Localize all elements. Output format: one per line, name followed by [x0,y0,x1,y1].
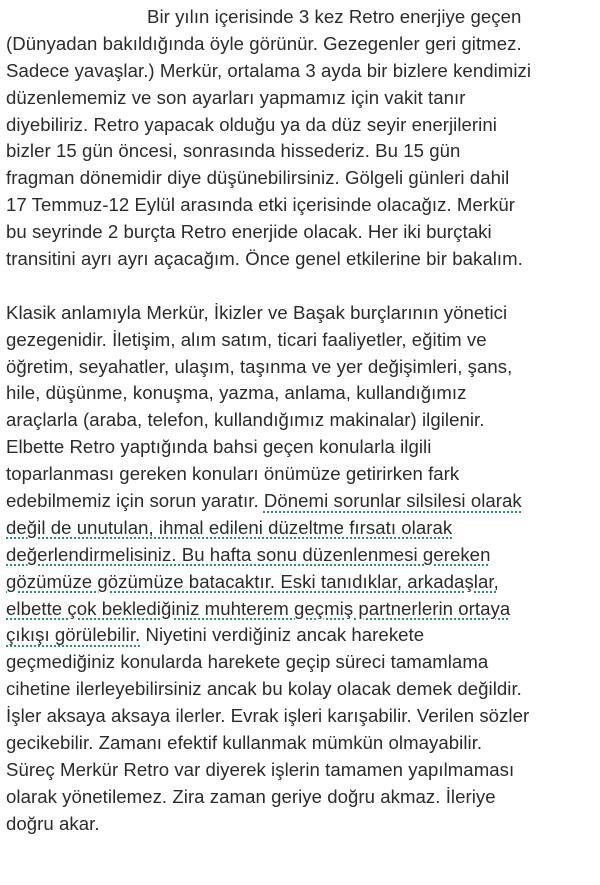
text-line: geçmediğiniz konularda harekete geçip süreci tamamlama [6,651,489,673]
text-line: gecikebilir. Zamanı efektif kullanmak mümkün olmayabilir. [6,732,483,754]
text-line: fragman dönemidir diye düşünebilirsiniz. Gölgeli günleri dahil [6,167,510,189]
document-body [6,0,596,838]
text-line: olarak yönetilemez. Zira zaman geriye doğru akmaz. İleriye [6,785,496,807]
text-line: Elbette Retro yaptığında bahsi geçen konularla ilgili [6,436,432,458]
text-line: hile, düşünme, konuşma, yazma, anlama, kullandığımız [6,382,467,404]
text-line: (Dünyadan bakıldığında öyle görünür. Gezegenler geri gitmez. [6,32,522,54]
highlighted-text[interactable]: değerlendirmelisiniz. Bu hafta sonu düzenlenmesi gereken [6,543,491,565]
text-line: toparlanması gereken konuları önümüze getirirken fark [6,463,460,485]
text-line [6,488,596,515]
paragraph-gap [6,273,596,300]
text-line: İşler aksaya aksaya ilerler. Evrak işleri karışabilir. Verilen sözler [6,705,530,727]
highlighted-text[interactable]: değil de unutulan, ihmal edileni düzeltme fırsatı olarak [6,516,453,538]
text-line: diyebiliriz. Retro yapacak olduğu ya da düz seyir enerjilerini [6,113,497,135]
text-line: Sadece yavaşlar.) Merkür, ortalama 3 ayda bir bizlere kendimizi [6,59,532,81]
text-line [6,569,596,596]
plain-text: Niyetini verdiğiniz ancak harekete [140,624,425,646]
highlighted-text[interactable]: çıkışı görülebilir. [6,624,141,646]
text-line [6,515,596,542]
paragraph-2 [6,300,596,838]
text-line [6,622,596,649]
text-line: 17 Temmuz-12 Eylül arasında etki içerisinde olacağız. Merkür [6,194,516,216]
text-line: transitini ayrı ayrı açacağım. Önce genel etkilerine bir bakalım. [6,248,523,270]
text-line: Klasik anlamıyla Merkür, İkizler ve Başak burçlarının yönetici [6,301,508,323]
highlighted-text[interactable]: gözümüze gözümüze batacaktır. Eski tanıdıklar, arkadaşlar, [6,570,499,592]
text-line: öğretim, seyahatler, ulaşım, taşınma ve yer değişimleri, şans, [6,355,513,377]
text-line [6,596,596,623]
text-line [6,542,596,569]
text-line: Bir yılın içerisinde 3 kez Retro enerjiye geçen [147,6,522,27]
text-line: gezegenidir. İletişim, alım satım, ticari faaliyetler, eğitim ve [6,328,487,350]
text-line: Süreç Merkür Retro var diyerek işlerin tamamen yapılmaması [6,758,515,780]
plain-text: edebilmemiz için sorun yaratır. [6,490,264,512]
text-line: doğru akar. [6,812,100,834]
text-line: araçlarla (araba, telefon, kullandığımız makinalar) ilgilenir. [6,409,485,431]
text-line: düzenlememiz ve son ayarları yapmamız için vakit tanır [6,86,466,108]
text-line: bizler 15 gün öncesi, sonrasında hissederiz. Bu 15 gün [6,140,461,162]
text-line: cihetine ilerleyebilirsiniz ancak bu kolay olacak demek değildir. [6,678,522,700]
paragraph-1 [6,0,596,273]
highlighted-text[interactable]: Dönemi sorunlar silsilesi olarak [263,490,522,512]
text-line: bu seyrinde 2 burçta Retro enerjide olacak. Her iki burçtaki [6,221,492,243]
highlighted-text[interactable]: elbette çok beklediğiniz muhterem geçmiş partnerlerin ortaya [6,597,511,619]
